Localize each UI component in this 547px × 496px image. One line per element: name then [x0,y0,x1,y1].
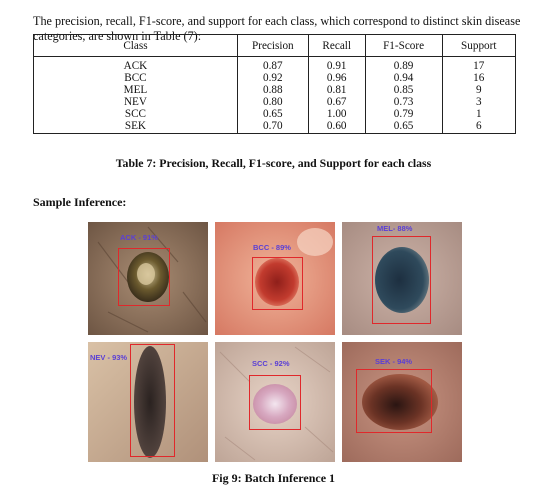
cell-class: MEL [34,84,238,96]
bounding-box [252,257,303,310]
cell-support: 17 [442,57,515,73]
cell-recall: 0.60 [308,120,365,134]
cell-recall: 0.96 [308,72,365,84]
cell-support: 3 [442,96,515,108]
inference-image-sek [342,342,462,462]
cell-precision: 0.70 [237,120,308,134]
column-header-f1-score: F1-Score [365,35,442,57]
cell-precision: 0.80 [237,96,308,108]
prediction-label: MEL- 88% [377,224,413,233]
prediction-label: ACK - 91% [120,233,158,242]
cell-support: 6 [442,120,515,134]
column-header-support: Support [442,35,515,57]
metrics-table [33,34,516,134]
prediction-label: SCC - 92% [252,359,290,368]
cell-class: ACK [34,57,238,73]
cell-precision: 0.88 [237,84,308,96]
cell-precision: 0.87 [237,57,308,73]
bounding-box [372,236,431,324]
cell-class: SEK [34,120,238,134]
prediction-label: NEV - 93% [90,353,128,362]
cell-f1-score: 0.79 [365,108,442,120]
intro-paragraph: The precision, recall, F1-score, and support for each class, which correspond to distinct skin disease categories, are shown in Table (7): [33,14,521,43]
prediction-label: BCC - 89% [253,243,291,252]
sample-inference-heading: Sample Inference: [33,195,127,209]
cell-support: 1 [442,108,515,120]
bounding-box [249,375,301,430]
table-row [34,120,516,134]
column-header-recall: Recall [308,35,365,57]
cell-class: BCC [34,72,238,84]
inference-image-scc [215,342,335,462]
table-row [34,57,516,73]
cell-recall: 0.91 [308,57,365,73]
cell-class: SCC [34,108,238,120]
bounding-box [118,248,170,306]
cell-support: 16 [442,72,515,84]
cell-f1-score: 0.89 [365,57,442,73]
cell-recall: 1.00 [308,108,365,120]
bounding-box [356,369,432,433]
cell-precision: 0.92 [237,72,308,84]
figure-caption: Fig 9: Batch Inference 1 [211,471,336,485]
cell-f1-score: 0.85 [365,84,442,96]
prediction-label: SEK - 94% [375,357,413,366]
bounding-box [130,344,175,457]
inference-image-bcc [215,222,335,335]
column-header-precision: Precision [237,35,308,57]
table-row [34,84,516,96]
cell-recall: 0.81 [308,84,365,96]
cell-precision: 0.65 [237,108,308,120]
table-row [34,96,516,108]
cell-recall: 0.67 [308,96,365,108]
cell-f1-score: 0.65 [365,120,442,134]
cell-support: 9 [442,84,515,96]
inference-image-ack [88,222,208,335]
table-row [34,72,516,84]
inference-image-mel [342,222,462,335]
table-caption: Table 7: Precision, Recall, F1-score, and Support for each class [115,156,432,170]
inference-image-nev [88,342,208,462]
cell-f1-score: 0.94 [365,72,442,84]
column-header-class: Class [34,35,238,57]
table-row [34,108,516,120]
table-header-row [34,35,516,57]
cell-f1-score: 0.73 [365,96,442,108]
cell-class: NEV [34,96,238,108]
